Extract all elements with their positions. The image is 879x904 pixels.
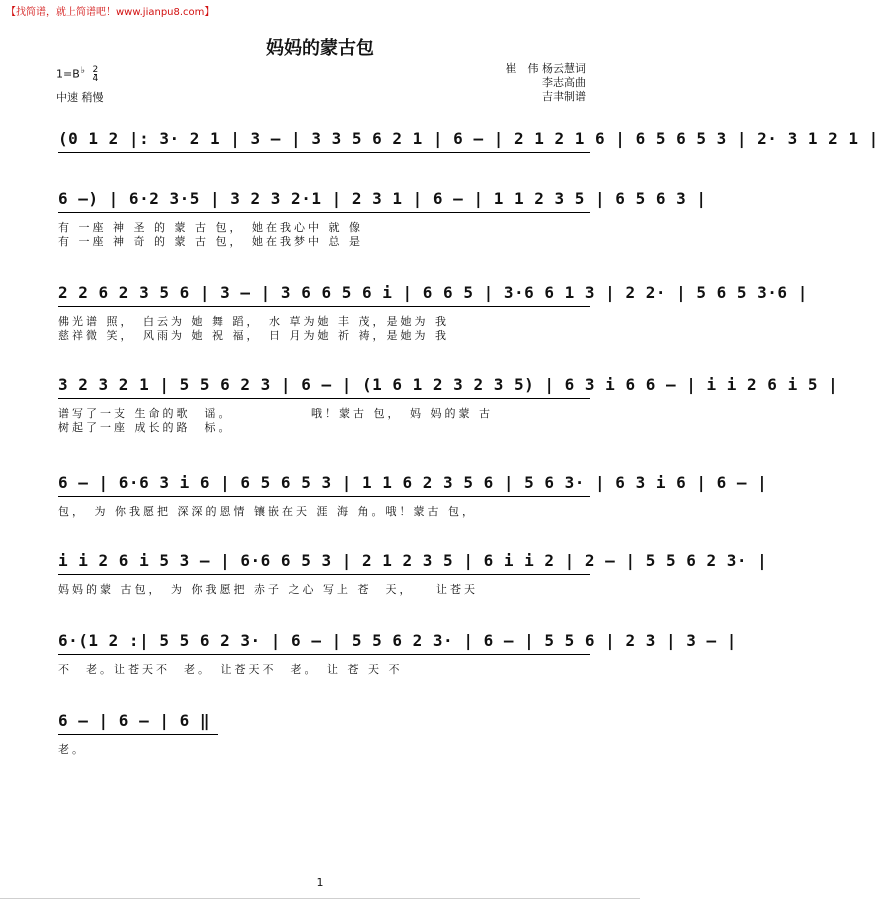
time-top: 2 <box>92 65 99 75</box>
song-title: 妈妈的蒙古包 <box>266 38 374 59</box>
key-signature <box>56 66 104 83</box>
staff-system <box>58 374 839 435</box>
staff-system <box>58 472 768 519</box>
lyric-line: 有 一座 神 奇 的 蒙 古 包， 她在我梦中 总 是 <box>58 235 363 248</box>
flat-icon: ♭ <box>80 65 86 76</box>
lyric-line: 树起了一座 成长的路 标。 <box>58 421 233 434</box>
time-signature <box>93 66 99 83</box>
notation-line: 3 2 3 2 1 | 5 5 6 2 3 | 6 — | (1 6 1 2 3 2 3 5) | 6 3 i 6 6 — | i i 2 6 i 5 | <box>58 374 590 399</box>
lyric-line: 谱写了一支 生命的歌 谣。 哦！蒙古 包， 妈 妈的蒙 古 <box>58 407 493 420</box>
time-bottom: 4 <box>92 74 99 84</box>
composer-credit: 李志高曲 <box>542 76 586 89</box>
staff-system <box>58 128 879 153</box>
score-credits <box>506 62 587 104</box>
lyric-line: 有 一座 神 圣 的 蒙 古 包， 她在我心中 就 像 <box>58 221 363 234</box>
tempo-marking: 中速 稍慢 <box>56 91 104 104</box>
staff-system <box>58 188 707 249</box>
lyric-line: 包， 为 你我愿把 深深的恩情 镶嵌在天 涯 海 角。哦！蒙古 包， <box>58 505 476 518</box>
notation-line: 2 2 6 2 3 5 6 | 3 — | 3 6 6 5 6 i | 6 6 5 | 3·6 6 1 3 | 2 2· | 5 6 5 3·6 | <box>58 282 590 307</box>
lyric-line: 老。 <box>58 743 86 756</box>
notation-line: i i 2 6 i 5 3 — | 6·6 6 5 3 | 2 1 2 3 5 | 6 i i 2 | 2 — | 5 5 6 2 3· | <box>58 550 590 575</box>
lyric-line: 妈妈的蒙 古包， 为 你我愿把 赤子 之心 写上 苍 天， 让苍天 <box>58 583 478 596</box>
staff-system <box>58 710 218 757</box>
notation-line: 6 — | 6 — | 6 ‖ <box>58 710 218 735</box>
staff-system <box>58 630 737 677</box>
lyricist-credit: 崔 伟 杨云慧词 <box>505 62 586 75</box>
notation-line: 6 — | 6·6 3 i 6 | 6 5 6 5 3 | 1 1 6 2 3 5 6 | 5 6 3· | 6 3 i 6 | 6 — | <box>58 472 590 497</box>
key-label: 1=B <box>56 67 80 81</box>
lyric-line: 不 老。让苍天不 老。 让苍天不 老。 让 苍 天 不 <box>58 663 403 676</box>
site-banner: 【找简谱，就上简谱吧！www.jianpu8.com】 <box>6 7 215 18</box>
staff-system <box>58 282 808 343</box>
page-number: 1 <box>316 876 324 889</box>
notation-line: 6 —) | 6·2 3·5 | 3 2 3 2·1 | 2 3 1 | 6 — | 1 1 2 3 5 | 6 5 6 3 | <box>58 188 590 213</box>
lyric-line: 佛光谱 照， 白云为 她 舞 蹈， 水 草为她 丰 茂，是她为 我 <box>58 315 449 328</box>
notation-line: 6·(1 2 :| 5 5 6 2 3· | 6 — | 5 5 6 2 3· | 6 — | 5 5 6 | 2 3 | 3 — | <box>58 630 590 655</box>
score-meta-left <box>56 66 104 105</box>
notation-line: (0 1 2 |: 3· 2 1 | 3 — | 3 3 5 6 2 1 | 6 — | 2 1 2 1 6 | 6 5 6 5 3 | 2· 3 1 2 1 | <box>58 128 590 153</box>
staff-system <box>58 550 768 597</box>
notator-credit: 吉聿制谱 <box>542 90 586 103</box>
lyric-line: 慈祥微 笑， 风雨为 她 祝 福， 日 月为她 祈 祷，是她为 我 <box>58 329 449 342</box>
page-bottom-rule <box>0 898 640 899</box>
